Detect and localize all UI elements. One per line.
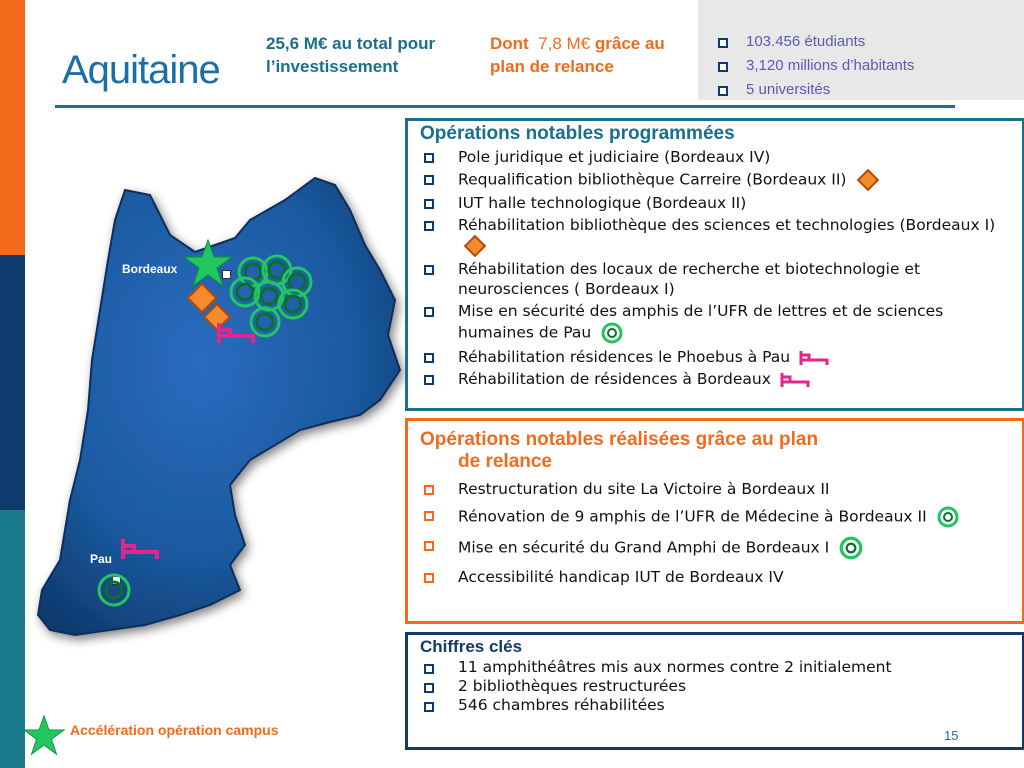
list-item: Accessibilité handicap IUT de Bordeaux IV bbox=[420, 567, 1022, 587]
title-divider bbox=[55, 105, 955, 108]
square-bullet-icon bbox=[718, 62, 728, 72]
panel-operations-programmees bbox=[405, 118, 1024, 411]
legend-label: Accélération opération campus bbox=[70, 722, 279, 738]
square-bullet-icon bbox=[424, 702, 434, 712]
funding-relance-prefix: Dont bbox=[490, 34, 529, 53]
stats-list bbox=[698, 0, 1024, 102]
list-item: Mise en sécurité des amphis de l’UFR de lettres et de sciences humaines de Pau bbox=[420, 301, 1022, 345]
square-bullet-icon bbox=[424, 375, 434, 385]
square-bullet-icon bbox=[424, 573, 434, 583]
square-bullet-icon bbox=[424, 265, 434, 275]
square-bullet-icon bbox=[424, 175, 434, 185]
funding-relance bbox=[490, 32, 690, 78]
list-item: Restructuration du site La Victoire à Bordeaux II bbox=[420, 479, 1022, 499]
residence-bed-icon bbox=[799, 349, 829, 367]
figures-list bbox=[408, 658, 1022, 714]
star-icon bbox=[22, 714, 66, 756]
side-bar-navy bbox=[0, 255, 25, 510]
square-bullet-icon bbox=[424, 199, 434, 209]
list-item: IUT halle technologique (Bordeaux II) bbox=[420, 193, 1022, 213]
stat-item: 3,120 millions d’habitants bbox=[718, 54, 1024, 78]
square-bullet-icon bbox=[424, 353, 434, 363]
panel-heading: Opérations notables réalisées grâce au plan de relance bbox=[420, 429, 819, 472]
list-item: Requalification bibliothèque Carreire (Bordeaux II) bbox=[420, 169, 1022, 191]
panel-operations-relance bbox=[405, 418, 1024, 624]
stat-item: 5 universités bbox=[718, 78, 1024, 102]
amphi-icon bbox=[600, 321, 624, 345]
square-bullet-icon bbox=[424, 683, 434, 693]
stat-item: 103.456 étudiants bbox=[718, 30, 1024, 54]
funding-total bbox=[266, 32, 466, 78]
square-bullet-icon bbox=[718, 86, 728, 96]
stats-box bbox=[698, 0, 1024, 100]
square-bullet-icon bbox=[718, 38, 728, 48]
map-label-bordeaux: Bordeaux bbox=[122, 262, 178, 276]
square-bullet-icon bbox=[424, 511, 434, 521]
region-map-graphic bbox=[30, 160, 410, 660]
list-item: Réhabilitation bibliothèque des sciences et technologies (Bordeaux I) bbox=[420, 215, 1022, 257]
list-item: Mise en sécurité du Grand Amphi de Bordeaux I bbox=[420, 535, 1022, 561]
square-bullet-icon bbox=[424, 485, 434, 495]
funding-total-text: au total pour l’investissement bbox=[266, 34, 436, 76]
side-bar-orange bbox=[0, 0, 25, 255]
operations-list bbox=[408, 147, 1022, 389]
list-item: Réhabilitation des locaux de recherche et biotechnologie et neurosciences ( Bordeaux I) bbox=[420, 259, 1022, 299]
map-label-pau: Pau bbox=[90, 552, 113, 566]
amphi-icon bbox=[936, 505, 960, 529]
residence-bed-icon bbox=[120, 536, 160, 562]
funding-relance-text: grâce au plan de relance bbox=[490, 34, 665, 76]
panel-heading: Chiffres clés bbox=[420, 637, 523, 656]
square-bullet-icon bbox=[424, 541, 434, 551]
square-bullet-icon bbox=[424, 307, 434, 317]
list-item: Réhabilitation résidences le Phoebus à Pau bbox=[420, 347, 1022, 367]
amphi-icon bbox=[838, 535, 864, 561]
list-item: Réhabilitation de résidences à Bordeaux bbox=[420, 369, 1022, 389]
list-item: 2 bibliothèques restructurées bbox=[420, 677, 1022, 695]
operations-list bbox=[408, 479, 1022, 587]
panel-heading: Opérations notables programmées bbox=[420, 123, 735, 144]
amphi-icon bbox=[94, 570, 134, 610]
library-icon bbox=[462, 235, 488, 257]
list-item: 546 chambres réhabilitées bbox=[420, 696, 1022, 714]
library-icon bbox=[855, 169, 881, 191]
list-item: Rénovation de 9 amphis de l’UFR de Médecine à Bordeaux II bbox=[420, 505, 1022, 529]
residence-bed-icon bbox=[216, 320, 256, 346]
page-number: 15 bbox=[944, 728, 959, 743]
funding-total-amount: 25,6 M€ bbox=[266, 34, 328, 53]
funding-relance-amount: 7,8 M€ bbox=[538, 34, 591, 53]
list-item: Pole juridique et judiciaire (Bordeaux IV) bbox=[420, 147, 1022, 167]
square-bullet-icon bbox=[424, 153, 434, 163]
page-title: Aquitaine bbox=[62, 48, 220, 92]
square-bullet-icon bbox=[424, 221, 434, 231]
panel-chiffres-cles bbox=[405, 632, 1024, 750]
list-item: 11 amphithéâtres mis aux normes contre 2 initialement bbox=[420, 658, 1022, 676]
square-bullet-icon bbox=[424, 664, 434, 674]
aquitaine-map bbox=[30, 160, 410, 660]
residence-bed-icon bbox=[780, 371, 810, 389]
